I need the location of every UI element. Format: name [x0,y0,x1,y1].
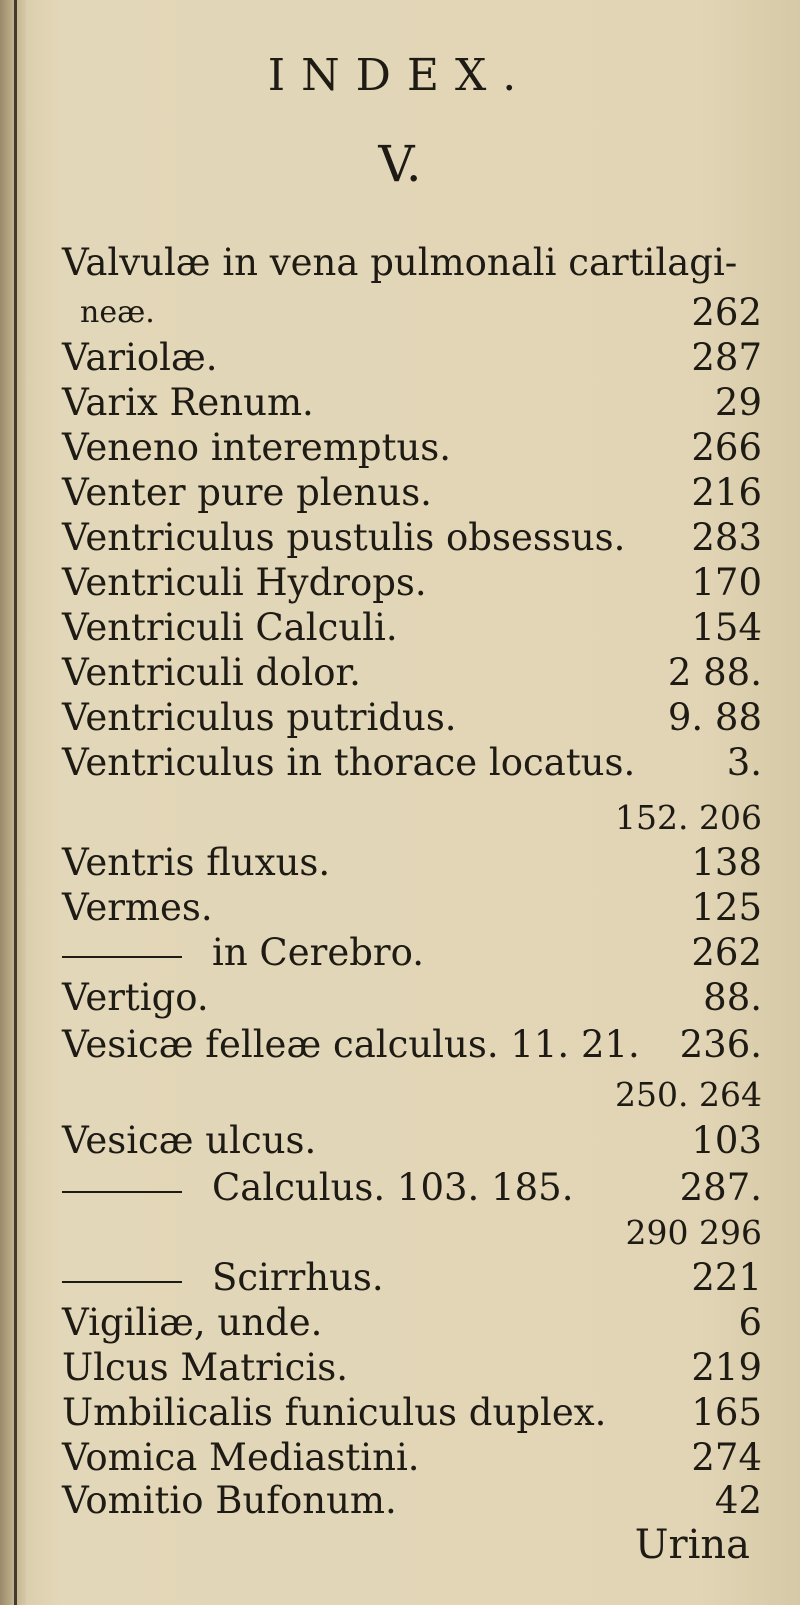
entry-page: 236. [679,1023,762,1066]
book-spine [0,0,26,1605]
ditto-dash [62,1191,182,1193]
ditto-dash [62,956,182,958]
entry-term: Ventriculi Calculi. [62,606,398,649]
entry-page: 262 [691,291,762,334]
entry-term: Variolæ. [62,336,218,379]
entry-page: 154 [691,606,762,649]
page-edge-line [14,0,17,1605]
entry-term: Venter pure plenus. [62,471,432,514]
index-entry [62,885,762,931]
index-entry [62,560,762,606]
entry-term: Vomica Mediastini. [62,1436,420,1479]
entry-page: 3. [726,741,762,784]
index-entry [62,605,762,651]
entry-term: Vomitio Bufonum. [62,1479,397,1522]
entry-page: 6 [738,1301,762,1344]
catchword: Urina [634,1522,750,1568]
entry-term: Ventriculus putridus. [62,696,457,739]
entry-page: 250. 264 [615,1075,762,1114]
entry-term: Valvulæ in vena pulmonali cartilagi- [62,241,738,284]
index-entry-continuation [62,1072,762,1118]
entry-term: Ventriculi dolor. [62,651,361,694]
entry-page: 165 [691,1391,762,1434]
index-entry [62,650,762,696]
entry-page: 9. 88 [667,696,762,739]
entry-term: Ventriculus in thorace locatus. [62,741,636,784]
index-entry [62,840,762,886]
entry-page: 2 88. [667,651,762,694]
entry-term: Vesicæ felleæ calculus. 11. 21. [62,1023,640,1066]
index-entry [62,740,762,786]
index-entry [62,380,762,426]
entry-term: Varix Renum. [62,381,314,424]
entry-page: 287. [679,1166,762,1209]
entry-page: 125 [691,886,762,929]
index-entry [62,1300,762,1346]
entry-page: 266 [691,426,762,469]
entry-page: 221 [691,1256,762,1299]
entry-page: 103 [691,1119,762,1162]
page-header: INDEX. [267,50,533,101]
index-subentry [62,1165,762,1211]
index-entry [62,695,762,741]
index-entry [62,240,762,286]
entry-page: 42 [714,1479,762,1522]
index-entry [62,335,762,381]
index-entry [62,515,762,561]
entry-page: 274 [691,1436,762,1479]
entry-term: Veneno interemptus. [62,426,452,469]
entry-term: Ventriculi Hydrops. [62,561,427,604]
entry-page: 29 [714,381,762,424]
entry-term: Ventriculus pustulis obsessus. [62,516,626,559]
entry-page: 216 [691,471,762,514]
entry-page: 287 [691,336,762,379]
entry-page: 88. [703,976,762,1019]
entry-term: Vigiliæ, unde. [62,1301,323,1344]
entry-term: Vermes. [62,886,213,929]
ditto-dash [62,1281,182,1283]
entry-page: 170 [691,561,762,604]
entry-page: 152. 206 [615,798,762,837]
index-entry [62,1345,762,1391]
index-subentry [62,1255,762,1301]
entry-term: Scirrhus. [212,1256,384,1299]
index-entry [62,1118,762,1164]
section-letter: V. [378,135,422,193]
entry-page: 138 [691,841,762,884]
index-entry [62,290,762,336]
entry-page: 219 [691,1346,762,1389]
entry-term: Ventris fluxus. [62,841,331,884]
entry-term: Calculus. 103. 185. [212,1166,574,1209]
entry-page: 290 296 [625,1213,762,1252]
entry-page: 262 [691,931,762,974]
entry-page: 283 [691,516,762,559]
index-entry [62,470,762,516]
index-entry [62,975,762,1021]
index-entry [62,1022,762,1068]
index-entry [62,425,762,471]
index-entry [62,1390,762,1436]
index-entry [62,1478,762,1524]
entry-term: Vesicæ ulcus. [62,1119,317,1162]
entry-term: Umbilicalis funiculus duplex. [62,1391,607,1434]
index-entry [62,1435,762,1481]
index-entry-continuation [62,1210,762,1256]
index-subentry [62,930,762,976]
entry-term: neæ. [80,295,155,330]
entry-term: Ulcus Matricis. [62,1346,348,1389]
entry-term: in Cerebro. [212,931,424,974]
index-entry-continuation [62,795,762,841]
entry-term: Vertigo. [62,976,209,1019]
